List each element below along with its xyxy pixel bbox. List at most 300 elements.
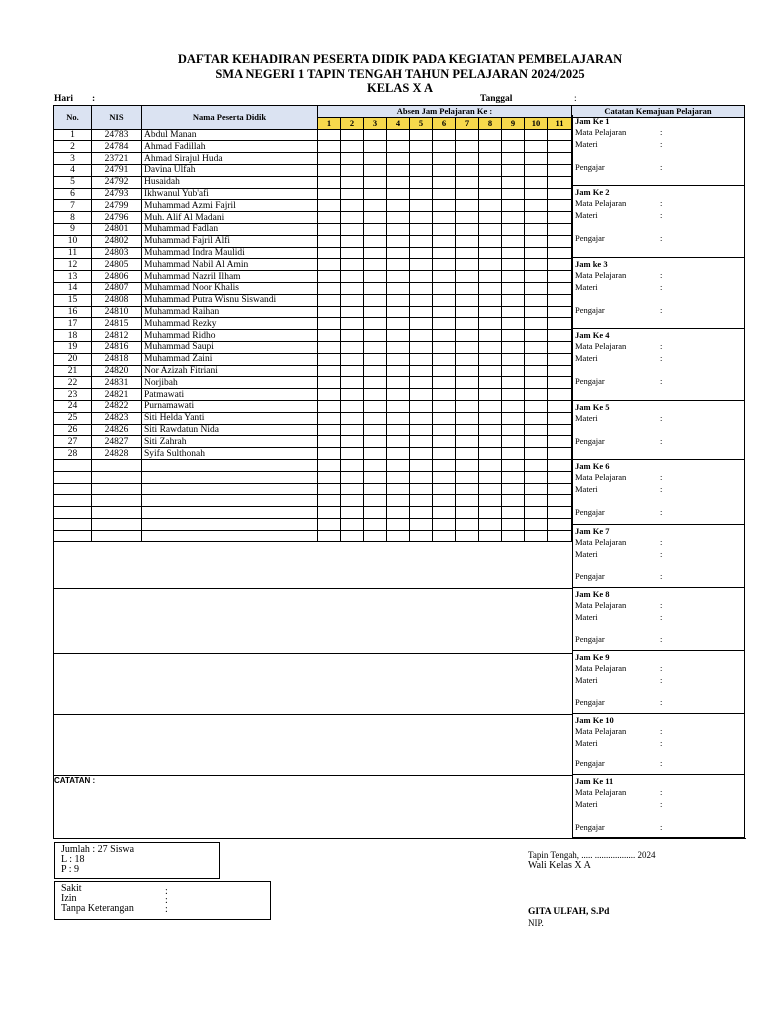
attendance-cell[interactable] xyxy=(341,153,364,165)
attendance-cell[interactable] xyxy=(502,164,525,176)
attendance-cell[interactable] xyxy=(479,247,502,259)
attendance-cell[interactable] xyxy=(502,259,525,271)
attendance-cell[interactable] xyxy=(456,223,479,235)
attendance-cell[interactable] xyxy=(502,530,525,542)
attendance-cell[interactable] xyxy=(479,530,502,542)
attendance-cell[interactable] xyxy=(456,495,479,507)
attendance-cell[interactable] xyxy=(479,518,502,530)
attendance-cell[interactable] xyxy=(318,365,341,377)
attendance-cell[interactable] xyxy=(479,212,502,224)
attendance-cell[interactable] xyxy=(341,530,364,542)
attendance-cell[interactable] xyxy=(456,459,479,471)
attendance-cell[interactable] xyxy=(410,341,433,353)
attendance-cell[interactable] xyxy=(525,271,548,283)
attendance-cell[interactable] xyxy=(548,495,572,507)
attendance-cell[interactable] xyxy=(456,164,479,176)
attendance-cell[interactable] xyxy=(433,247,456,259)
attendance-cell[interactable] xyxy=(387,495,410,507)
attendance-cell[interactable] xyxy=(364,436,387,448)
attendance-cell[interactable] xyxy=(364,176,387,188)
attendance-cell[interactable] xyxy=(479,365,502,377)
attendance-cell[interactable] xyxy=(502,365,525,377)
attendance-cell[interactable] xyxy=(410,141,433,153)
attendance-cell[interactable] xyxy=(502,247,525,259)
attendance-cell[interactable] xyxy=(387,518,410,530)
attendance-cell[interactable] xyxy=(548,188,572,200)
attendance-cell[interactable] xyxy=(318,483,341,495)
attendance-cell[interactable] xyxy=(525,353,548,365)
attendance-cell[interactable] xyxy=(387,424,410,436)
attendance-cell[interactable] xyxy=(433,412,456,424)
attendance-cell[interactable] xyxy=(318,530,341,542)
attendance-cell[interactable] xyxy=(433,459,456,471)
attendance-cell[interactable] xyxy=(387,223,410,235)
attendance-cell[interactable] xyxy=(318,188,341,200)
attendance-cell[interactable] xyxy=(387,271,410,283)
attendance-cell[interactable] xyxy=(318,259,341,271)
attendance-cell[interactable] xyxy=(433,518,456,530)
attendance-cell[interactable] xyxy=(341,247,364,259)
attendance-cell[interactable] xyxy=(410,507,433,519)
attendance-cell[interactable] xyxy=(341,294,364,306)
attendance-cell[interactable] xyxy=(525,471,548,483)
attendance-cell[interactable] xyxy=(479,141,502,153)
attendance-cell[interactable] xyxy=(548,518,572,530)
attendance-cell[interactable] xyxy=(410,164,433,176)
attendance-cell[interactable] xyxy=(364,377,387,389)
attendance-cell[interactable] xyxy=(364,129,387,141)
attendance-cell[interactable] xyxy=(341,200,364,212)
attendance-cell[interactable] xyxy=(318,389,341,401)
attendance-cell[interactable] xyxy=(456,282,479,294)
attendance-cell[interactable] xyxy=(318,353,341,365)
attendance-cell[interactable] xyxy=(433,530,456,542)
attendance-cell[interactable] xyxy=(502,176,525,188)
attendance-cell[interactable] xyxy=(318,176,341,188)
attendance-cell[interactable] xyxy=(364,448,387,460)
attendance-cell[interactable] xyxy=(364,235,387,247)
attendance-cell[interactable] xyxy=(318,507,341,519)
attendance-cell[interactable] xyxy=(525,495,548,507)
attendance-cell[interactable] xyxy=(548,247,572,259)
attendance-cell[interactable] xyxy=(364,495,387,507)
attendance-cell[interactable] xyxy=(433,223,456,235)
attendance-cell[interactable] xyxy=(525,212,548,224)
attendance-cell[interactable] xyxy=(548,164,572,176)
attendance-cell[interactable] xyxy=(318,153,341,165)
attendance-cell[interactable] xyxy=(525,400,548,412)
attendance-cell[interactable] xyxy=(456,235,479,247)
attendance-cell[interactable] xyxy=(502,389,525,401)
attendance-cell[interactable] xyxy=(456,318,479,330)
attendance-cell[interactable] xyxy=(387,530,410,542)
attendance-cell[interactable] xyxy=(479,412,502,424)
attendance-cell[interactable] xyxy=(387,389,410,401)
attendance-cell[interactable] xyxy=(479,424,502,436)
attendance-cell[interactable] xyxy=(548,353,572,365)
attendance-cell[interactable] xyxy=(456,424,479,436)
attendance-cell[interactable] xyxy=(502,448,525,460)
attendance-cell[interactable] xyxy=(318,518,341,530)
attendance-cell[interactable] xyxy=(387,176,410,188)
attendance-cell[interactable] xyxy=(387,164,410,176)
attendance-cell[interactable] xyxy=(433,176,456,188)
attendance-cell[interactable] xyxy=(364,459,387,471)
attendance-cell[interactable] xyxy=(525,153,548,165)
attendance-cell[interactable] xyxy=(364,353,387,365)
attendance-cell[interactable] xyxy=(456,306,479,318)
attendance-cell[interactable] xyxy=(387,141,410,153)
attendance-cell[interactable] xyxy=(318,212,341,224)
attendance-cell[interactable] xyxy=(525,282,548,294)
attendance-cell[interactable] xyxy=(525,483,548,495)
attendance-cell[interactable] xyxy=(456,141,479,153)
attendance-cell[interactable] xyxy=(548,271,572,283)
attendance-cell[interactable] xyxy=(387,341,410,353)
attendance-cell[interactable] xyxy=(341,164,364,176)
attendance-cell[interactable] xyxy=(456,471,479,483)
attendance-cell[interactable] xyxy=(410,436,433,448)
attendance-cell[interactable] xyxy=(433,483,456,495)
attendance-cell[interactable] xyxy=(410,424,433,436)
attendance-cell[interactable] xyxy=(410,495,433,507)
attendance-cell[interactable] xyxy=(433,330,456,342)
attendance-cell[interactable] xyxy=(525,176,548,188)
attendance-cell[interactable] xyxy=(479,176,502,188)
attendance-cell[interactable] xyxy=(341,471,364,483)
attendance-cell[interactable] xyxy=(364,141,387,153)
attendance-cell[interactable] xyxy=(433,294,456,306)
attendance-cell[interactable] xyxy=(318,129,341,141)
attendance-cell[interactable] xyxy=(433,141,456,153)
attendance-cell[interactable] xyxy=(410,471,433,483)
attendance-cell[interactable] xyxy=(364,365,387,377)
attendance-cell[interactable] xyxy=(479,377,502,389)
attendance-cell[interactable] xyxy=(433,235,456,247)
attendance-cell[interactable] xyxy=(479,129,502,141)
attendance-cell[interactable] xyxy=(456,436,479,448)
attendance-cell[interactable] xyxy=(456,412,479,424)
attendance-cell[interactable] xyxy=(433,436,456,448)
attendance-cell[interactable] xyxy=(479,259,502,271)
attendance-cell[interactable] xyxy=(341,365,364,377)
attendance-cell[interactable] xyxy=(479,153,502,165)
attendance-cell[interactable] xyxy=(433,259,456,271)
attendance-cell[interactable] xyxy=(387,282,410,294)
attendance-cell[interactable] xyxy=(479,306,502,318)
attendance-cell[interactable] xyxy=(410,459,433,471)
attendance-cell[interactable] xyxy=(548,318,572,330)
attendance-cell[interactable] xyxy=(318,341,341,353)
attendance-cell[interactable] xyxy=(364,306,387,318)
attendance-cell[interactable] xyxy=(525,412,548,424)
attendance-cell[interactable] xyxy=(341,377,364,389)
attendance-cell[interactable] xyxy=(502,471,525,483)
attendance-cell[interactable] xyxy=(479,436,502,448)
attendance-cell[interactable] xyxy=(387,400,410,412)
attendance-cell[interactable] xyxy=(364,424,387,436)
attendance-cell[interactable] xyxy=(456,212,479,224)
attendance-cell[interactable] xyxy=(433,271,456,283)
attendance-cell[interactable] xyxy=(433,377,456,389)
attendance-cell[interactable] xyxy=(502,341,525,353)
attendance-cell[interactable] xyxy=(410,153,433,165)
attendance-cell[interactable] xyxy=(387,212,410,224)
attendance-cell[interactable] xyxy=(387,436,410,448)
attendance-cell[interactable] xyxy=(433,318,456,330)
attendance-cell[interactable] xyxy=(548,448,572,460)
attendance-cell[interactable] xyxy=(502,294,525,306)
attendance-cell[interactable] xyxy=(387,365,410,377)
attendance-cell[interactable] xyxy=(479,341,502,353)
attendance-cell[interactable] xyxy=(548,507,572,519)
attendance-cell[interactable] xyxy=(525,377,548,389)
attendance-cell[interactable] xyxy=(456,518,479,530)
attendance-cell[interactable] xyxy=(387,306,410,318)
attendance-cell[interactable] xyxy=(410,483,433,495)
attendance-cell[interactable] xyxy=(433,282,456,294)
attendance-cell[interactable] xyxy=(341,483,364,495)
attendance-cell[interactable] xyxy=(410,259,433,271)
attendance-cell[interactable] xyxy=(364,400,387,412)
attendance-cell[interactable] xyxy=(548,483,572,495)
attendance-cell[interactable] xyxy=(433,164,456,176)
attendance-cell[interactable] xyxy=(410,271,433,283)
attendance-cell[interactable] xyxy=(479,188,502,200)
attendance-cell[interactable] xyxy=(341,223,364,235)
attendance-cell[interactable] xyxy=(318,400,341,412)
attendance-cell[interactable] xyxy=(433,424,456,436)
attendance-cell[interactable] xyxy=(318,271,341,283)
attendance-cell[interactable] xyxy=(456,247,479,259)
attendance-cell[interactable] xyxy=(456,341,479,353)
attendance-cell[interactable] xyxy=(502,235,525,247)
attendance-cell[interactable] xyxy=(318,294,341,306)
attendance-cell[interactable] xyxy=(502,271,525,283)
attendance-cell[interactable] xyxy=(548,282,572,294)
attendance-cell[interactable] xyxy=(341,188,364,200)
attendance-cell[interactable] xyxy=(318,223,341,235)
attendance-cell[interactable] xyxy=(502,424,525,436)
attendance-cell[interactable] xyxy=(548,412,572,424)
attendance-cell[interactable] xyxy=(364,259,387,271)
attendance-cell[interactable] xyxy=(548,153,572,165)
attendance-cell[interactable] xyxy=(525,389,548,401)
attendance-cell[interactable] xyxy=(456,483,479,495)
attendance-cell[interactable] xyxy=(410,330,433,342)
attendance-cell[interactable] xyxy=(318,306,341,318)
attendance-cell[interactable] xyxy=(548,294,572,306)
attendance-cell[interactable] xyxy=(525,530,548,542)
attendance-cell[interactable] xyxy=(410,188,433,200)
attendance-cell[interactable] xyxy=(341,330,364,342)
attendance-cell[interactable] xyxy=(433,200,456,212)
attendance-cell[interactable] xyxy=(456,365,479,377)
attendance-cell[interactable] xyxy=(364,223,387,235)
attendance-cell[interactable] xyxy=(364,164,387,176)
attendance-cell[interactable] xyxy=(479,330,502,342)
attendance-cell[interactable] xyxy=(456,200,479,212)
attendance-cell[interactable] xyxy=(318,377,341,389)
attendance-cell[interactable] xyxy=(525,164,548,176)
attendance-cell[interactable] xyxy=(341,271,364,283)
attendance-cell[interactable] xyxy=(433,365,456,377)
attendance-cell[interactable] xyxy=(479,353,502,365)
attendance-cell[interactable] xyxy=(525,141,548,153)
attendance-cell[interactable] xyxy=(502,306,525,318)
attendance-cell[interactable] xyxy=(318,424,341,436)
attendance-cell[interactable] xyxy=(387,448,410,460)
attendance-cell[interactable] xyxy=(433,507,456,519)
attendance-cell[interactable] xyxy=(548,389,572,401)
attendance-cell[interactable] xyxy=(456,330,479,342)
attendance-cell[interactable] xyxy=(548,436,572,448)
attendance-cell[interactable] xyxy=(387,247,410,259)
attendance-cell[interactable] xyxy=(387,153,410,165)
attendance-cell[interactable] xyxy=(548,330,572,342)
attendance-cell[interactable] xyxy=(525,518,548,530)
attendance-cell[interactable] xyxy=(364,282,387,294)
attendance-cell[interactable] xyxy=(433,389,456,401)
attendance-cell[interactable] xyxy=(456,530,479,542)
attendance-cell[interactable] xyxy=(525,200,548,212)
attendance-cell[interactable] xyxy=(364,188,387,200)
attendance-cell[interactable] xyxy=(479,223,502,235)
attendance-cell[interactable] xyxy=(433,495,456,507)
attendance-cell[interactable] xyxy=(456,129,479,141)
attendance-cell[interactable] xyxy=(433,129,456,141)
attendance-cell[interactable] xyxy=(525,247,548,259)
attendance-cell[interactable] xyxy=(548,306,572,318)
attendance-cell[interactable] xyxy=(502,377,525,389)
attendance-cell[interactable] xyxy=(364,271,387,283)
attendance-cell[interactable] xyxy=(525,129,548,141)
attendance-cell[interactable] xyxy=(341,448,364,460)
attendance-cell[interactable] xyxy=(548,377,572,389)
attendance-cell[interactable] xyxy=(410,353,433,365)
attendance-cell[interactable] xyxy=(433,188,456,200)
attendance-cell[interactable] xyxy=(525,330,548,342)
attendance-cell[interactable] xyxy=(525,448,548,460)
attendance-cell[interactable] xyxy=(318,495,341,507)
attendance-cell[interactable] xyxy=(456,448,479,460)
attendance-cell[interactable] xyxy=(318,436,341,448)
attendance-cell[interactable] xyxy=(387,507,410,519)
attendance-cell[interactable] xyxy=(456,377,479,389)
attendance-cell[interactable] xyxy=(341,495,364,507)
attendance-cell[interactable] xyxy=(525,235,548,247)
attendance-cell[interactable] xyxy=(410,400,433,412)
attendance-cell[interactable] xyxy=(341,176,364,188)
attendance-cell[interactable] xyxy=(364,412,387,424)
attendance-cell[interactable] xyxy=(341,507,364,519)
attendance-cell[interactable] xyxy=(502,330,525,342)
attendance-cell[interactable] xyxy=(502,141,525,153)
attendance-cell[interactable] xyxy=(479,459,502,471)
attendance-cell[interactable] xyxy=(502,318,525,330)
attendance-cell[interactable] xyxy=(410,389,433,401)
attendance-cell[interactable] xyxy=(502,483,525,495)
attendance-cell[interactable] xyxy=(341,235,364,247)
attendance-cell[interactable] xyxy=(410,318,433,330)
attendance-cell[interactable] xyxy=(364,518,387,530)
attendance-cell[interactable] xyxy=(364,389,387,401)
attendance-cell[interactable] xyxy=(341,259,364,271)
attendance-cell[interactable] xyxy=(479,164,502,176)
attendance-cell[interactable] xyxy=(479,294,502,306)
attendance-cell[interactable] xyxy=(548,200,572,212)
attendance-cell[interactable] xyxy=(387,129,410,141)
attendance-cell[interactable] xyxy=(525,318,548,330)
attendance-cell[interactable] xyxy=(479,495,502,507)
attendance-cell[interactable] xyxy=(341,306,364,318)
attendance-cell[interactable] xyxy=(502,212,525,224)
attendance-cell[interactable] xyxy=(341,389,364,401)
attendance-cell[interactable] xyxy=(502,495,525,507)
attendance-cell[interactable] xyxy=(364,294,387,306)
attendance-cell[interactable] xyxy=(456,507,479,519)
attendance-cell[interactable] xyxy=(364,212,387,224)
attendance-cell[interactable] xyxy=(387,235,410,247)
attendance-cell[interactable] xyxy=(433,306,456,318)
attendance-cell[interactable] xyxy=(479,318,502,330)
attendance-cell[interactable] xyxy=(364,471,387,483)
attendance-cell[interactable] xyxy=(318,164,341,176)
attendance-cell[interactable] xyxy=(548,530,572,542)
attendance-cell[interactable] xyxy=(525,188,548,200)
attendance-cell[interactable] xyxy=(318,235,341,247)
attendance-cell[interactable] xyxy=(433,153,456,165)
attendance-cell[interactable] xyxy=(433,448,456,460)
attendance-cell[interactable] xyxy=(410,200,433,212)
attendance-cell[interactable] xyxy=(548,259,572,271)
attendance-cell[interactable] xyxy=(387,471,410,483)
attendance-cell[interactable] xyxy=(456,271,479,283)
attendance-cell[interactable] xyxy=(410,294,433,306)
attendance-cell[interactable] xyxy=(479,507,502,519)
attendance-cell[interactable] xyxy=(341,141,364,153)
attendance-cell[interactable] xyxy=(364,507,387,519)
attendance-cell[interactable] xyxy=(364,247,387,259)
attendance-cell[interactable] xyxy=(525,294,548,306)
attendance-cell[interactable] xyxy=(433,341,456,353)
attendance-cell[interactable] xyxy=(502,153,525,165)
attendance-cell[interactable] xyxy=(341,400,364,412)
attendance-cell[interactable] xyxy=(364,200,387,212)
attendance-cell[interactable] xyxy=(548,223,572,235)
attendance-cell[interactable] xyxy=(456,153,479,165)
attendance-cell[interactable] xyxy=(341,318,364,330)
attendance-cell[interactable] xyxy=(410,235,433,247)
attendance-cell[interactable] xyxy=(548,235,572,247)
attendance-cell[interactable] xyxy=(456,353,479,365)
attendance-cell[interactable] xyxy=(456,176,479,188)
attendance-cell[interactable] xyxy=(525,259,548,271)
attendance-cell[interactable] xyxy=(410,412,433,424)
attendance-cell[interactable] xyxy=(341,282,364,294)
attendance-cell[interactable] xyxy=(387,483,410,495)
attendance-cell[interactable] xyxy=(479,282,502,294)
attendance-cell[interactable] xyxy=(479,471,502,483)
attendance-cell[interactable] xyxy=(433,212,456,224)
attendance-cell[interactable] xyxy=(502,507,525,519)
attendance-cell[interactable] xyxy=(387,259,410,271)
attendance-cell[interactable] xyxy=(387,200,410,212)
attendance-cell[interactable] xyxy=(548,212,572,224)
attendance-cell[interactable] xyxy=(456,294,479,306)
attendance-cell[interactable] xyxy=(525,306,548,318)
attendance-cell[interactable] xyxy=(318,459,341,471)
